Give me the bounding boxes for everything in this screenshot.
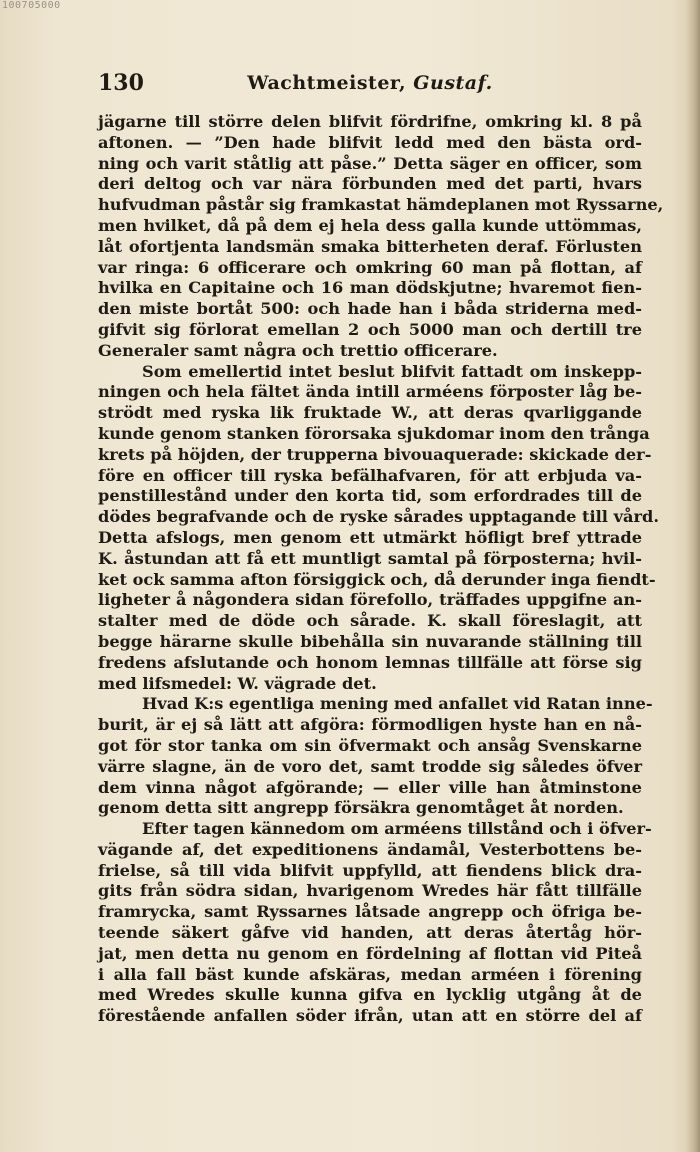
text-line: strödt med ryska lik fruktade W., att deras qvarliggande — [98, 403, 642, 423]
text-line: låt ofortjenta landsmän smaka bitterheten deraf. Förlusten — [98, 236, 642, 256]
text-line: teende säkert gåfve vid handen, att deras återtåg hör- — [98, 923, 642, 943]
text-line: burit, är ej så lätt att afgöra: förmodligen hyste han en nå- — [98, 715, 642, 735]
text-line: i alla fall bäst kunde afskäras, medan arméen i förening — [98, 964, 642, 984]
text-line: värre slagne, än de voro det, samt trodde sig således öfver — [98, 756, 642, 776]
text-line: jägarne till större delen blifvit fördrifne, omkring kl. 8 på — [98, 112, 642, 131]
running-title-name: Wachtmeister, — [247, 72, 407, 94]
text-line: dödes begrafvande och de ryske sårades upptagande till vård. — [98, 507, 659, 527]
text-line: deri deltog och var nära förbunden med det parti, hvars — [98, 174, 642, 194]
text-line: stalter med de döde och sårade. K. skall föreslagit, att — [98, 611, 642, 631]
text-line: ket ock samma afton försiggick och, då derunder inga fiendt- — [98, 569, 656, 589]
text-line: med Wredes skulle kunna gifva en lycklig utgång åt de — [98, 985, 642, 1005]
text-line: vägande af, det expeditionens ändamål, Vesterbottens be- — [98, 839, 642, 859]
paragraph-start-line: Som emellertid intet beslut blifvit fattadt om inskepp- — [142, 361, 642, 381]
text-line: K. åstundan att få ett muntligt samtal på förposterna; hvil- — [98, 548, 642, 568]
text-line: kunde genom stanken förorsaka sjukdomar inom den trånga — [98, 423, 650, 443]
paragraph-start-line: Efter tagen kännedom om arméens tillstånd och i öfver- — [142, 819, 652, 839]
scan-id-label: 100705000 — [2, 0, 61, 11]
paragraph-start-line: Hvad K:s egentliga mening med anfallet vid Ratan inne- — [142, 694, 653, 714]
text-line: var ringa: 6 officerare och omkring 60 man på flottan, af — [98, 257, 642, 277]
text-line: ligheter å någondera sidan förefollo, träffades uppgifne an- — [98, 590, 642, 610]
text-line: hufvudman påstår sig framkastat hämdeplanen mot Ryssarne, — [98, 195, 664, 215]
text-line: framrycka, samt Ryssarnes låtsade angrepp och öfriga be- — [98, 902, 642, 922]
text-line: gifvit sig förlorat emellan 2 och 5000 man och dertill tre — [98, 319, 642, 339]
text-line: men hvilket, då på dem ej hela dess galla kunde uttömmas, — [98, 215, 642, 235]
running-title-given-name: Gustaf. — [413, 72, 493, 94]
text-line: ningen och hela fältet ända intill arméens förposter låg be- — [98, 382, 642, 402]
text-line: jat, men detta nu genom en fördelning af flottan vid Piteå — [98, 943, 642, 963]
text-line: fredens afslutande och honom lemnas tillfälle att förse sig — [98, 652, 642, 672]
text-line: Detta afslogs, men genom ett utmärkt höfligt bref yttrade — [98, 527, 642, 547]
text-line: den miste bortåt 500: och hade han i båda striderna med- — [98, 299, 642, 319]
text-line: dem vinna något afgörande; — eller ville han åtminstone — [98, 777, 642, 797]
text-line: hvilka en Capitaine och 16 man dödskjutne; hvaremot fien- — [98, 278, 642, 298]
text-line: gits från södra sidan, hvarigenom Wredes här fått tillfälle — [98, 881, 642, 901]
page-number: 130 — [98, 70, 144, 96]
text-line: penstillestånd under den korta tid, som erfordrades till de — [98, 486, 642, 506]
text-line: före en officer till ryska befälhafvaren, för att erbjuda va- — [98, 465, 642, 485]
text-line: begge härarne skulle bibehålla sin nuvarande ställning till — [98, 631, 642, 651]
text-line: krets på höjden, der trupperna bivouaquerade: skickade der- — [98, 444, 652, 464]
text-line: förestående anfallen söder ifrån, utan att en större del af — [98, 1006, 642, 1026]
text-line: aftonen. — ”Den hade blifvit ledd med den bästa ord- — [98, 132, 642, 152]
text-line: med lifsmedel: W. vägrade det. — [98, 673, 377, 693]
page-edge-shadow — [686, 0, 700, 1152]
page-header — [98, 70, 642, 100]
text-line: genom detta sitt angrepp försäkra genomtåget åt norden. — [98, 798, 624, 818]
body-text — [98, 112, 664, 1027]
text-line: Generaler samt några och trettio officerare. — [98, 340, 498, 360]
running-title — [98, 72, 642, 94]
text-line: got för stor tanka om sin öfvermakt och ansåg Svenskarne — [98, 735, 642, 755]
text-line: frielse, så till vida blifvit uppfylld, att fiendens blick dra- — [98, 860, 642, 880]
text-line: ning och varit ståtlig att påse.” Detta säger en officer, som — [98, 153, 642, 173]
